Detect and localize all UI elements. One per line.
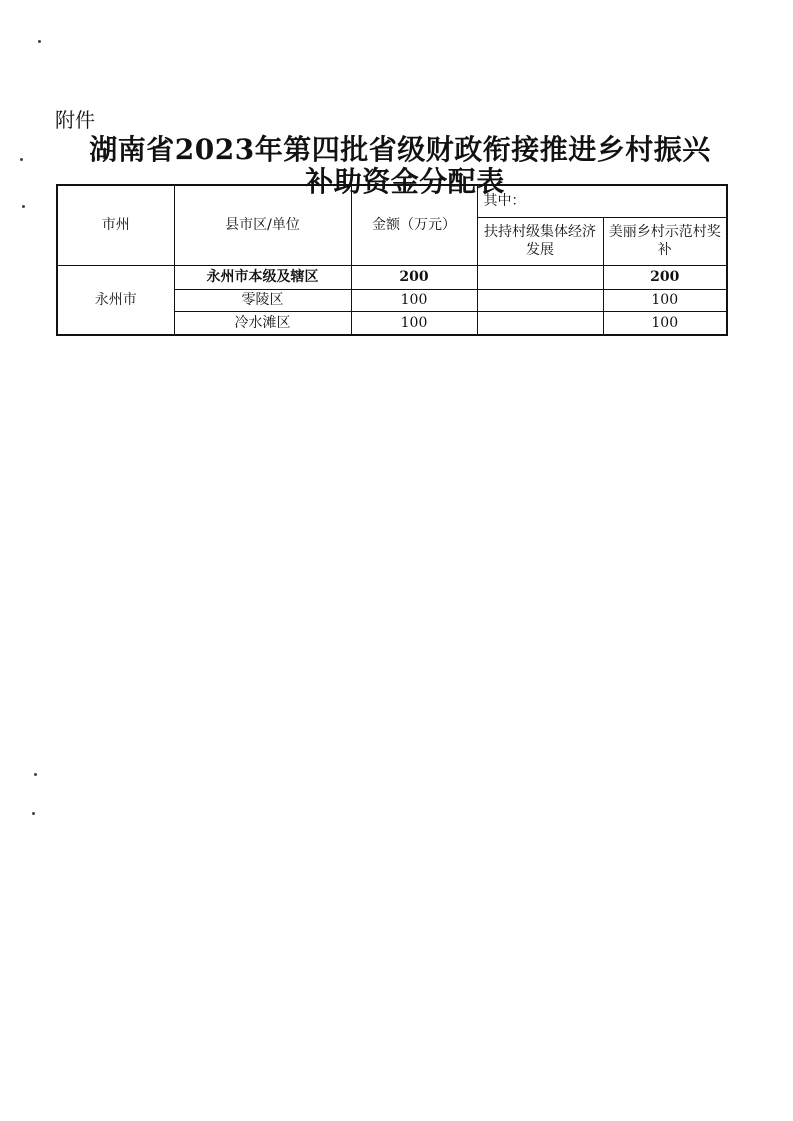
attachment-label: 附件 (55, 108, 95, 132)
amount-cell: 100 (351, 311, 477, 335)
scan-speck (20, 158, 23, 161)
beautiful-village-cell: 200 (603, 265, 727, 289)
col-header-of-which: 其中： (477, 185, 727, 217)
county-cell: 永州市本级及辖区 (174, 265, 351, 289)
beautiful-village-cell: 100 (603, 289, 727, 311)
scan-speck (32, 812, 35, 815)
collective-economy-cell (477, 265, 603, 289)
amount-cell: 100 (351, 289, 477, 311)
header-row (57, 185, 727, 217)
scan-speck (38, 40, 41, 43)
county-cell: 冷水滩区 (174, 311, 351, 335)
beautiful-village-cell: 100 (603, 311, 727, 335)
col-header-beautiful-village: 美丽乡村示范村奖补 (603, 217, 727, 265)
col-header-amount: 金额（万元） (351, 185, 477, 265)
allocation-table (56, 184, 728, 336)
collective-economy-cell (477, 289, 603, 311)
col-header-collective-economy: 扶持村级集体经济发展 (477, 217, 603, 265)
scan-speck (22, 205, 25, 208)
county-cell: 零陵区 (174, 289, 351, 311)
scan-speck (34, 773, 37, 776)
table-row (57, 265, 727, 289)
document-title-line1: 湖南省2023年第四批省级财政衔接推进乡村振兴 (89, 133, 711, 166)
city-cell: 永州市 (57, 265, 174, 335)
amount-cell: 200 (351, 265, 477, 289)
collective-economy-cell (477, 311, 603, 335)
col-header-city: 市州 (57, 185, 174, 265)
col-header-county: 县市区/单位 (174, 185, 351, 265)
document-title-line2: 补助资金分配表 (305, 165, 505, 198)
